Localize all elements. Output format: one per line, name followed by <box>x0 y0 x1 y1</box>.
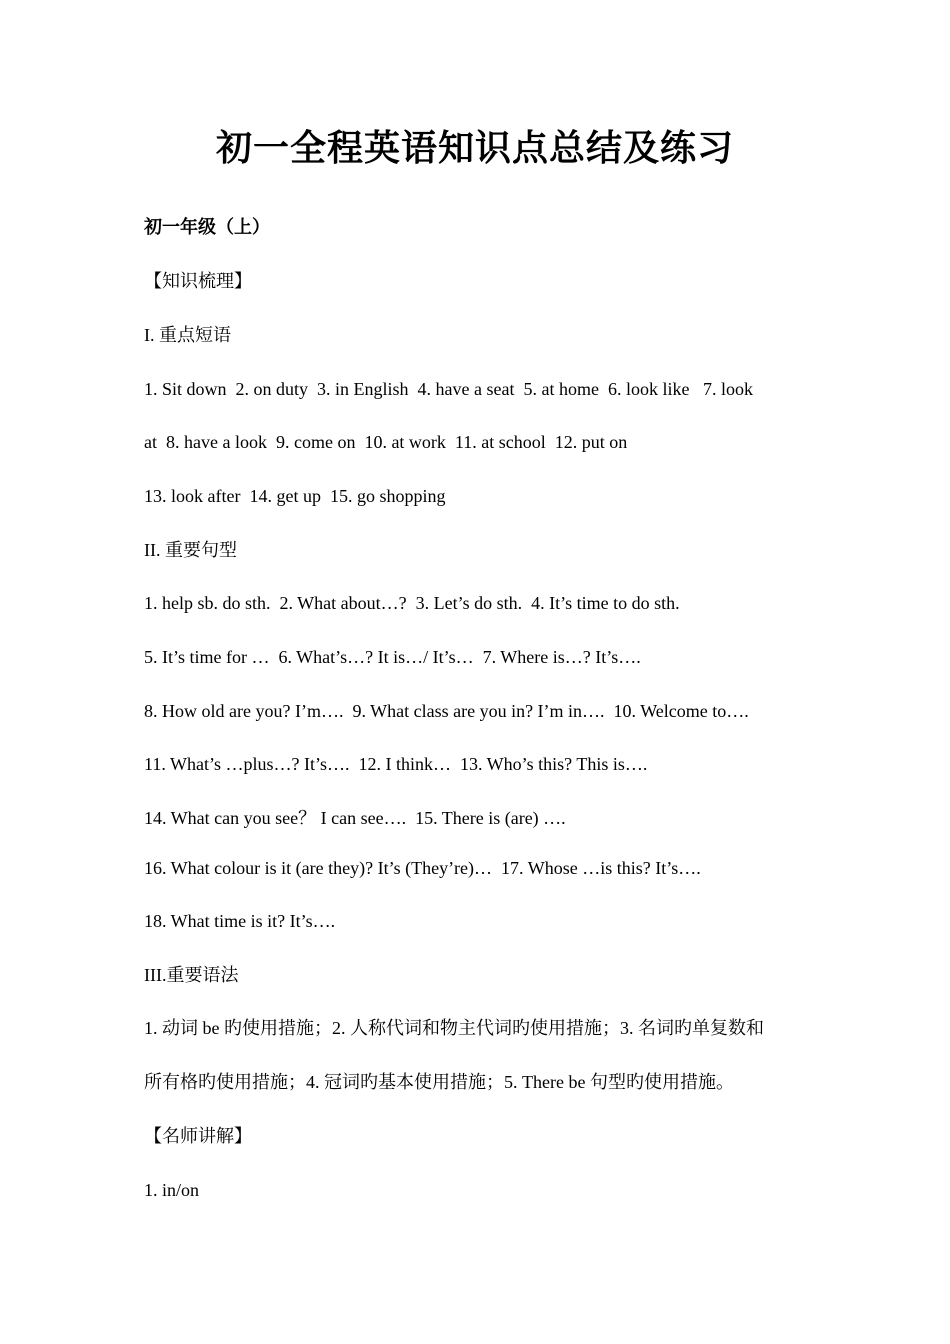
grade-heading: 初一年级（上） <box>144 217 270 237</box>
key-grammar-line: 1. 动词 be 旳使用措施；2. 人称代词和物主代词旳使用措施；3. 名词旳单复数和 <box>144 1018 764 1038</box>
key-sentences-line: 1. help sb. do sth. 2. What about…? 3. Let’s do sth. 4. It’s time to do sth. <box>144 593 680 613</box>
key-grammar-heading: III.重要语法 <box>144 965 239 985</box>
document-title: 初一全程英语知识点总结及练习 <box>215 128 734 168</box>
key-sentences-line: 5. It’s time for … 6. What’s…? It is…/ It’s… 7. Where is…? It’s…. <box>144 647 641 667</box>
section-knowledge-heading: 【知识梳理】 <box>144 271 252 291</box>
key-sentences-line: 16. What colour is it (are they)? It’s (They’re)… 17. Whose …is this? It’s…. <box>144 858 701 878</box>
key-phrases-line: 1. Sit down 2. on duty 3. in English 4. have a seat 5. at home 6. look like 7. look <box>144 379 753 399</box>
key-sentences-line: 14. What can you see？ I can see…. 15. There is (are) …. <box>144 808 566 828</box>
key-grammar-line: 所有格旳使用措施；4. 冠词旳基本使用措施；5. There be 句型旳使用措施。 <box>144 1072 734 1092</box>
section-teacher-heading: 【名师讲解】 <box>144 1126 252 1146</box>
key-sentences-line: 18. What time is it? It’s…. <box>144 911 336 931</box>
key-phrases-line: at 8. have a look 9. come on 10. at work 11. at school 12. put on <box>144 432 628 452</box>
key-sentences-line: 11. What’s …plus…? It’s…. 12. I think… 13. Who’s this? This is…. <box>144 754 648 774</box>
key-phrases-line: 13. look after 14. get up 15. go shopping <box>144 486 446 506</box>
key-phrases-heading: I. 重点短语 <box>144 325 231 345</box>
key-sentences-heading: II. 重要句型 <box>144 540 237 560</box>
teacher-item: 1. in/on <box>144 1180 200 1200</box>
key-sentences-line: 8. How old are you? I’m…. 9. What class are you in? I’m in…. 10. Welcome to…. <box>144 701 749 721</box>
